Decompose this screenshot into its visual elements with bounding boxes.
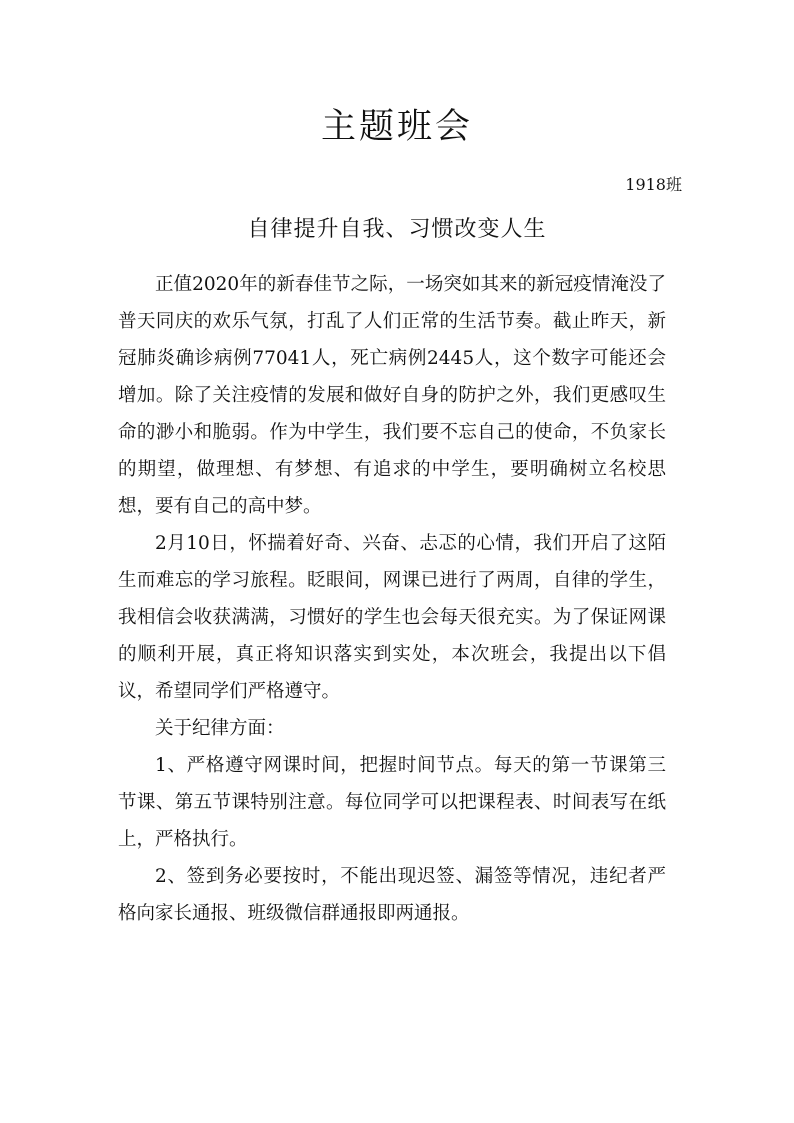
- document-body: [118, 266, 666, 932]
- paragraph-rule-1: 1、严格遵守网课时间，把握时间节点。每天的第一节课第三节课、第五节课特别注意。每位同学可以把课程表、时间表写在纸上，严格执行。: [118, 755, 666, 850]
- document-subtitle: 自律提升自我、习惯改变人生: [247, 217, 547, 242]
- paragraph-online-class: 2月10日，怀揣着好奇、兴奋、忐忑的心情，我们开启了这陌生而难忘的学习旅程。眨眼间，网课已进行了两周，自律的学生，我相信会收获满满，习惯好的学生也会每天很充实。为了保证网课的顺利开展，真正将知识落实到实处，本次班会，我提出以下倡议，希望同学们严格遵守。: [118, 533, 666, 702]
- class-label: 1918班: [625, 175, 682, 194]
- document-title: 主题班会: [320, 107, 473, 147]
- paragraph-discipline-heading: 关于纪律方面：: [155, 718, 285, 739]
- paragraph-rule-2: 2、签到务必要按时，不能出现迟签、漏签等情况，违纪者严格向家长通报、班级微信群通报即两通报。: [118, 866, 666, 924]
- paragraph-intro: 正值2020年的新春佳节之际，一场突如其来的新冠疫情淹没了普天同庆的欢乐气氛，打乱了人们正常的生活节奏。截止昨天，新冠肺炎确诊病例77041人，死亡病例2445人，这个数字可能还会增加。除了关注疫情的发展和做好自身的防护之外，我们更感叹生命的渺小和脆弱。作为中学生，我们要不忘自己的使命，不负家长的期望，做理想、有梦想、有追求的中学生，要明确树立名校思想，要有自己的高中梦。: [118, 274, 666, 517]
